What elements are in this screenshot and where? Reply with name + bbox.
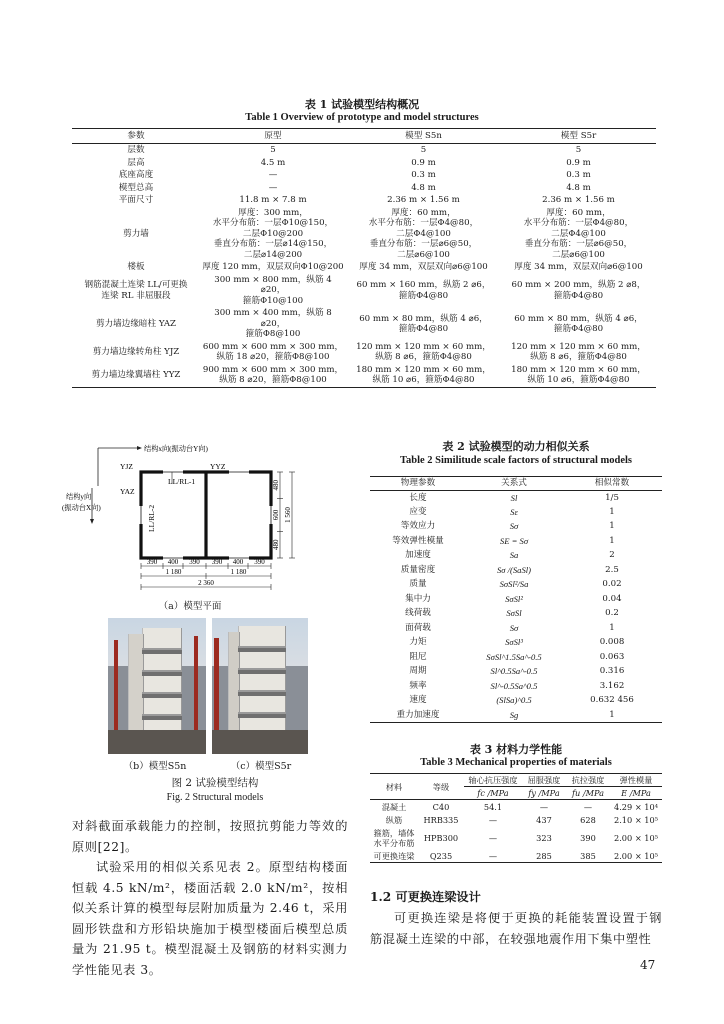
table2-row [370,578,662,593]
label-ll-rl-1: LL/RL-1 [168,477,196,486]
table1-header-row [72,129,656,144]
table1-value-cell: 180 mm × 120 mm × 60 mm， 纵筋 10 ⌀6，箍筋Φ4@80 [346,364,501,387]
table1-row [72,157,656,169]
table1-row [72,307,656,340]
table1-param-cell: 剪力墙 [123,228,149,239]
table2-expr-cell: SσSl² [505,593,523,604]
table2-expr-cell: Sg [466,708,562,723]
table1-value-cell: 600 mm × 600 mm × 300 mm， 纵筋 18 ⌀20，箍筋Φ8@100 [202,341,344,363]
table1-value-cell: 4.5 m [260,157,286,168]
table1-value-cell: 300 mm × 800 mm，纵筋 4 ⌀20， 箍筋Φ10@100 [214,274,332,306]
table3-material-cell: 箍筋，墙体 水平分布筋 [373,827,415,848]
table3-value-cell: — [488,832,498,843]
table1-row [72,261,656,273]
label-ll-rl-2: LL/RL-2 [147,504,156,532]
table2 [370,476,662,723]
arrow-head-x-icon [137,446,142,450]
table1-param-cell: 层数 [127,145,145,156]
table2-row [370,505,662,520]
dimension-label: 390 [146,558,158,566]
table1-value-cell: 5 [420,145,427,156]
dimension-label: 1 560 [284,507,292,523]
table2-constant-cell: 2.5 [605,564,619,575]
table3-material-cell: 纵筋 [385,814,403,825]
table3-value-cell: 628 [580,814,596,825]
table2-constant-cell: 0.316 [599,666,625,677]
table2-param-cell: 等效应力 [400,521,436,532]
table2-expr-cell: Sl [510,492,518,503]
table2-expr-cell: (SlSa)^0.5 [496,695,532,706]
table1-value-cell: 60 mm × 200 mm，纵筋 2 ⌀8， 箍筋Φ4@80 [511,280,646,301]
table3-value-cell: 2.00 × 10⁵ [610,849,662,863]
table3-row [370,813,662,826]
table2-row [370,708,662,723]
right-paragraph: 可更换连梁是将便于更换的耗能装置设置于钢筋混凝土连梁的中部，在较强地震作用下集中塑性 [370,911,662,946]
table1-header: 模型 S5r [501,129,656,144]
table2-constant-cell: 1 [609,506,615,517]
figure2-caption-cn: 图 2 试验模型结构 [171,777,259,789]
table1-param-cell: 楼板 [127,262,145,273]
table1-body [72,144,656,387]
table2-expr-cell: Sl^0.5Sa^-0.5 [490,666,538,677]
table1-param-cell: 模型总高 [118,182,154,193]
table1-row [72,364,656,387]
table3-header: 等级 [418,774,464,800]
table1 [72,128,656,388]
table1-row [72,194,656,206]
table1-value-cell: 2.36 m × 1.56 m [542,195,615,206]
table2-constant-cell: 1 [609,535,615,546]
table1-param-cell: 钢筋混凝土连梁 LL/可更换 连梁 RL 非屈服段 [84,280,188,301]
table1-value-cell: 900 mm × 600 mm × 300 mm， 纵筋 8 ⌀20，箍筋Φ8@100 [200,364,346,387]
label-yjz: YJZ [120,462,133,471]
table3-material-cell: 混凝土 [381,801,407,812]
table2-header: 物理参数 [370,477,466,491]
table2-header: 相似常数 [562,477,662,491]
table1-value-cell: — [268,170,278,181]
table3-header: 抗拉强度 [566,774,610,787]
table3-value-cell: HRB335 [423,814,459,825]
table2-param-cell: 加速度 [405,550,431,561]
table2-expr-cell: SσSl^1.5Sa^-0.5 [486,651,542,662]
table1-value-cell: 60 mm × 80 mm，纵筋 4 ⌀6， 箍筋Φ4@80 [514,313,643,334]
table2-row [370,534,662,549]
table2-param-cell: 周期 [409,666,427,677]
table1-value-cell: 0.3 m [411,170,436,181]
struct-y-label: 结构y向 [66,493,92,501]
table1-param-cell: 层高 [127,157,145,168]
table3-unit: E /MPa [610,787,662,800]
table1-row [72,274,656,307]
table1-value-cell: 120 mm × 120 mm × 60 mm， 纵筋 8 ⌀6，箍筋Φ4@80 [356,341,491,363]
left-paragraph-2: 试验采用的相似关系见表 2。原型结构楼面恒载 4.5 kN/m²，楼面活载 2.0 kN/m²，按相似关系计算的模型每层附加质量为 2.46 t，采用圆形铁盘和方形铅块施加于模型楼面后模型总质量为 21.95 t。模型混凝土及钢筋的材料实测力学性能见表 3。 [72,860,348,977]
dimension-label: 1 180 [165,568,182,576]
table2-row [370,650,662,665]
table2-param-cell: 质量 [409,579,427,590]
table3-value-cell: 385 [566,849,610,863]
table2-expr-cell: SσSl [506,608,522,619]
table3-unit: fu /MPa [566,787,610,800]
table3-value-cell: — [583,801,593,812]
table2-param-cell: 面荷载 [405,622,431,633]
table1-value-cell: 0.9 m [411,157,436,168]
table2-constant-cell: 0.063 [599,651,625,662]
table3-row [370,849,662,863]
dimension-label: 390 [211,558,223,566]
table1-title-cn: 表 1 试验模型结构概况 [304,98,420,111]
table2-constant-cell: 1/5 [605,492,619,503]
table1-value-cell: 0.9 m [566,157,591,168]
table1-value-cell: 厚度 120 mm，双层双向Φ10@200 [202,262,344,273]
table2-expr-cell: SE = Sσ [499,535,529,546]
table3-title-cn: 表 3 材料力学性能 [469,743,563,756]
model-floor-plan [62,444,308,594]
table3-title-en: Table 3 Mechanical properties of materials [420,757,612,768]
table1-param-cell: 底座高度 [118,170,154,181]
left-paragraph-1: 对斜截面承载能力的控制，按照抗剪能力等效的原则[22]。 [72,819,348,854]
table2-row [370,679,662,694]
table2-header: 关系式 [466,477,562,491]
table2-param-cell: 长度 [409,492,427,503]
table3-value-cell: 2.10 × 10⁵ [614,814,658,825]
table2-param-cell: 质量密度 [400,564,436,575]
table3-unit: fy /MPa [522,787,566,800]
table2-expr-cell: Sσ /(SaSl) [496,564,532,575]
table2-constant-cell: 0.2 [605,608,619,619]
table1-value-cell: 5 [575,145,582,156]
table2-param-cell: 力矩 [409,637,427,648]
table2-row [370,636,662,651]
table1-param-cell: 剪力墙边缘翼墙柱 YYZ [72,364,200,387]
dimension-label: 400 [167,558,179,566]
table3-row [370,800,662,814]
table3-header: 轴心抗压强度 [464,774,522,787]
table2-body [370,491,662,723]
table1-value-cell: 180 mm × 120 mm × 60 mm， 纵筋 10 ⌀6，箍筋Φ4@80 [501,364,656,387]
table1-row [72,341,656,364]
table2-param-cell: 等效弹性模量 [392,535,444,546]
table3-header: 弹性模量 [610,774,662,787]
table1-row [72,207,656,261]
table2-param-cell: 线荷载 [405,608,431,619]
table2-row [370,520,662,535]
table1-value-cell: 300 mm × 400 mm，纵筋 8 ⌀20， 箍筋Φ8@100 [214,308,332,340]
label-yaz: YAZ [120,487,135,496]
photo-model-s5n [108,618,206,754]
table3-header: 材料 [370,774,418,800]
photo-model-s5r [212,618,308,754]
table1-title-en: Table 1 Overview of prototype and model structures [245,112,479,123]
table2-param-cell: 重力加速度 [370,708,466,723]
table2-expr-cell: Sε [510,506,518,517]
table1-header: 参数 [72,129,200,144]
table3 [370,773,662,863]
dimension-label: 400 [232,558,244,566]
figure2-sub-c: （c）模型S5r [230,761,292,772]
table1-value-cell: 厚度 34 mm，双层双向⌀6@100 [514,262,643,273]
table3-value-cell: HPB300 [423,832,459,843]
table1-value-cell: 厚度：60 mm， 水平分布筋：一层Φ4@80， 二层Φ4@100 垂直分布筋：一层⌀6@50， 二层⌀6@100 [523,207,634,260]
table2-row [370,694,662,709]
table2-title-cn: 表 2 试验模型的动力相似关系 [442,440,590,453]
table3-value-cell: Q235 [418,849,464,863]
table2-header-row [370,477,662,491]
dimension-label: 1 180 [230,568,247,576]
table2-param-cell: 集中力 [405,593,431,604]
table3-body [370,800,662,863]
table2-param-cell: 阻尼 [409,651,427,662]
table2-param-cell: 速度 [409,695,427,706]
table2-constant-cell: 2 [609,550,615,561]
table3-value-cell: — [539,801,549,812]
table2-param-cell: 频率 [409,680,427,691]
table2-expr-cell: SσSl²/Sa [499,579,529,590]
table2-expr-cell: Sl^-0.5Sa^0.5 [490,680,538,691]
table3-value-cell: 390 [580,832,596,843]
table2-expr-cell: Sσ [509,521,519,532]
table3-value-cell: 54.1 [483,801,503,812]
table1-row [72,182,656,194]
figure2-caption-en: Fig. 2 Structural models [166,792,264,803]
table2-constant-cell: 0.04 [602,593,622,604]
table1-row [72,144,656,157]
table1-param-cell: 剪力墙边缘转角柱 YJZ [92,346,180,357]
table1-value-cell: 0.3 m [566,170,591,181]
table3-value-cell: — [488,814,498,825]
table2-expr-cell: SσSl³ [505,637,523,648]
arrow-head-y-icon [90,519,94,524]
dimension-label: 390 [254,558,265,566]
table1-value-cell: 120 mm × 120 mm × 60 mm， 纵筋 8 ⌀6，箍筋Φ4@80 [511,341,646,363]
table3-material-cell: 可更换连梁 [370,849,418,863]
table3-value-cell: C40 [432,801,450,812]
table2-constant-cell: 1 [562,708,662,723]
table2-row [370,563,662,578]
dimension-label: 600 [272,509,280,521]
table2-constant-cell: 1 [609,622,615,633]
dimension-label: 390 [189,558,200,566]
table2-param-cell: 应变 [409,506,427,517]
table2-constant-cell: 0.632 456 [590,695,634,706]
dimension-right [272,472,295,558]
dimension-bottom [141,558,271,590]
table3-row [370,826,662,849]
table1-value-cell: 60 mm × 80 mm，纵筋 4 ⌀6， 箍筋Φ4@80 [359,313,488,334]
table2-constant-cell: 1 [609,521,615,532]
table2-row [370,607,662,622]
table3-header-row [370,774,662,787]
table3-unit: fc /MPa [464,787,522,800]
table1-value-cell: 60 mm × 160 mm，纵筋 2 ⌀6， 箍筋Φ4@80 [356,280,491,301]
table2-constant-cell: 0.008 [599,637,625,648]
table2-constant-cell: 3.162 [599,680,625,691]
figure2-sub-a: （a）模型平面 [158,601,222,612]
table3-value-cell: 285 [522,849,566,863]
table1-header: 原型 [200,129,346,144]
table2-row [370,592,662,607]
table1-value-cell: — [268,182,278,193]
section-heading: 1.2 可更换连梁设计 [370,890,481,904]
table1-value-cell: 5 [270,145,276,156]
table1-value-cell: 4.8 m [566,182,591,193]
struct-y-label-sub: (振动台X向) [62,504,101,512]
dimension-label: 2 360 [198,579,214,587]
figure2-sub-b: （b）模型S5n [123,761,187,772]
table3-value-cell: — [464,849,522,863]
table1-header: 模型 S5n [346,129,501,144]
table3-value-cell: 323 [536,832,552,843]
table3-value-cell: 2.00 × 10⁵ [614,832,658,843]
table2-row [370,491,662,506]
table1-param-cell: 平面尺寸 [118,195,154,206]
table3-value-cell: 437 [536,814,552,825]
table2-expr-cell: Sa [509,550,519,561]
table1-row [72,169,656,181]
table1-value-cell: 11.8 m × 7.8 m [239,195,307,206]
table3-value-cell: 4.29 × 10⁴ [614,801,658,812]
table3-header: 屈服强度 [522,774,566,787]
page-number: 47 [640,958,656,972]
table2-title-en: Table 2 Similitude scale factors of structural models [399,455,633,466]
struct-x-label: 结构x向(振动台Y向) [144,445,208,453]
table2-row [370,621,662,636]
label-yyz: YYZ [210,462,226,471]
dimension-label: 480 [272,480,280,491]
table2-row [370,665,662,680]
table1-param-cell: 剪力墙边缘暗柱 YAZ [95,318,177,329]
table1-value-cell: 2.36 m × 1.56 m [387,195,460,206]
table1-value-cell: 4.8 m [411,182,436,193]
table1-value-cell: 厚度：300 mm， 水平分布筋：一层Φ10@150， 二层Φ10@200 垂直分布筋：一层⌀14@150， 二层⌀14@200 [212,207,334,260]
table1-value-cell: 厚度 34 mm，双层双向⌀6@100 [359,262,488,273]
table2-row [370,549,662,564]
table2-expr-cell: Sσ [509,622,519,633]
dimension-label: 480 [272,539,280,550]
table1-value-cell: 厚度：60 mm， 水平分布筋：一层Φ4@80， 二层Φ4@100 垂直分布筋：一层⌀6@50， 二层⌀6@100 [368,207,479,260]
table2-constant-cell: 0.02 [602,579,622,590]
